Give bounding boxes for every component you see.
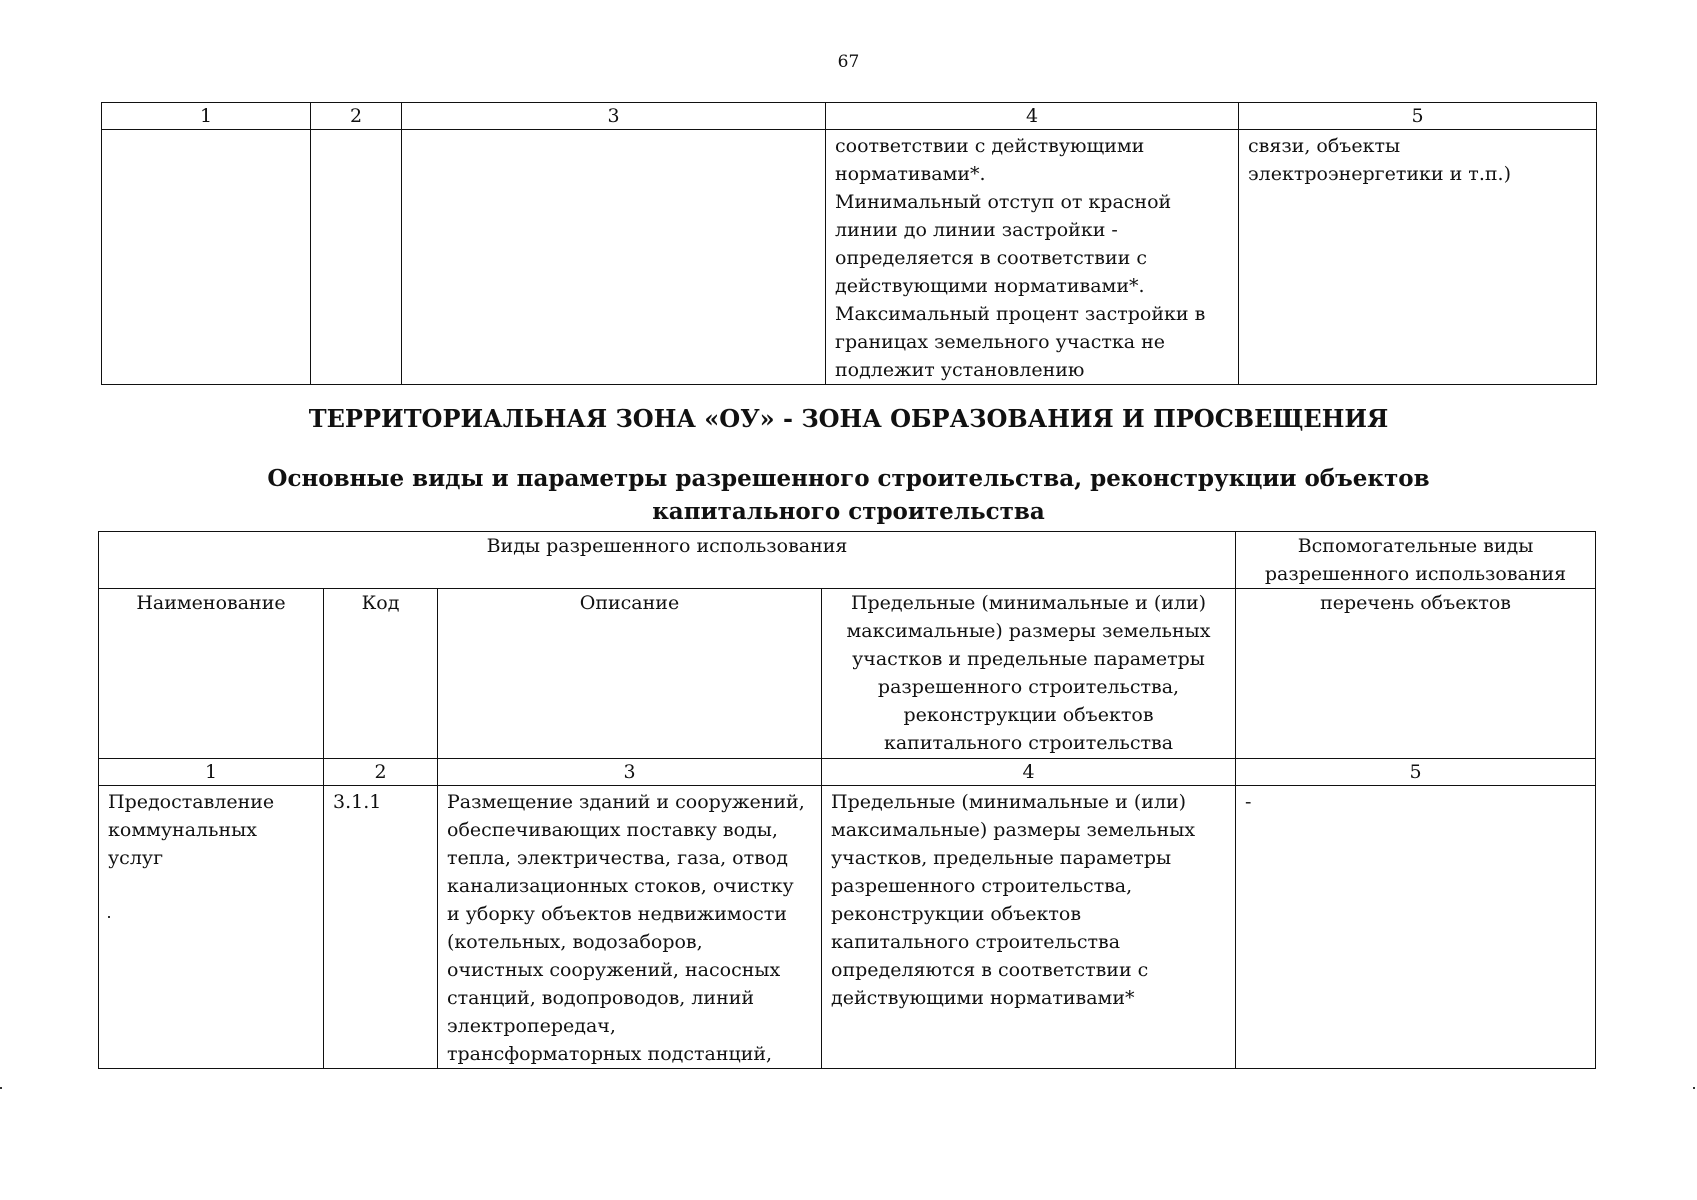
column-number-row (102, 103, 1597, 130)
cell-col3 (402, 130, 826, 385)
header-objects: перечень объектов (1236, 589, 1596, 759)
col-number: 1 (99, 759, 324, 786)
text-line: коммунальных (108, 819, 257, 841)
text-line: соответствии с действующими (835, 135, 1145, 157)
text-line: максимальные) размеры земельных (846, 620, 1211, 642)
cell-name (99, 786, 324, 1069)
text-line: электроэнергетики и т.п.) (1248, 163, 1511, 185)
header-name: Наименование (99, 589, 324, 759)
cell-objects: - (1236, 786, 1596, 1069)
text-line: капитального строительства (831, 931, 1121, 953)
text-line: реконструкции объектов (903, 704, 1154, 726)
permitted-uses-table (98, 531, 1596, 1069)
text-line: капитального строительства (883, 732, 1174, 754)
col-number: 3 (402, 103, 826, 130)
text-line: действующими нормативами*. (835, 275, 1145, 297)
text-line: связи, объекты (1248, 135, 1401, 157)
text-line: границах земельного участка не (835, 331, 1166, 353)
column-number-row (99, 759, 1596, 786)
table-row (102, 130, 1597, 385)
col-number: 4 (826, 103, 1239, 130)
cell-col4-params (826, 130, 1239, 385)
text-line: подлежит установлению (835, 359, 1085, 381)
text-line: линии до линии застройки - (835, 219, 1118, 241)
text-line: определяются в соответствии с (831, 959, 1149, 981)
cell-col1 (102, 130, 311, 385)
continuation-table (101, 102, 1597, 385)
group-header-row (99, 532, 1596, 589)
text-line: Предельные (минимальные и (или) (850, 592, 1207, 614)
text-line: электропередач, (447, 1015, 616, 1037)
col-number: 5 (1239, 103, 1597, 130)
text-line: разрешенного строительства, (877, 676, 1180, 698)
text-line: участков и предельные параметры (852, 648, 1205, 670)
col-number: 2 (311, 103, 402, 130)
text-line: канализационных стоков, очистку (447, 875, 794, 897)
text-line: станций, водопроводов, линий (447, 987, 755, 1009)
column-header-row (99, 589, 1596, 759)
text-line: разрешенного строительства, (831, 875, 1133, 897)
scan-speck (108, 916, 110, 918)
text-line: максимальные) размеры земельных (831, 819, 1196, 841)
text-line: услуг (108, 847, 164, 869)
text-line: (котельных, водозаборов, (447, 931, 703, 953)
scan-speck (0, 1087, 2, 1089)
text-line: участков, предельные параметры (831, 847, 1172, 869)
text-line: разрешенного использования (1264, 563, 1567, 585)
text-line: тепла, электричества, газа, отвод (447, 847, 788, 869)
header-code: Код (324, 589, 438, 759)
text-line: трансформаторных подстанций, (447, 1043, 773, 1065)
zone-title: ТЕРРИТОРИАЛЬНАЯ ЗОНА «ОУ» - ЗОНА ОБРАЗОВАНИЯ И ПРОСВЕЩЕНИЯ (308, 404, 1389, 433)
cell-description (438, 786, 822, 1069)
header-description: Описание (438, 589, 822, 759)
page-number: 67 (837, 52, 860, 72)
text-line: очистных сооружений, насосных (447, 959, 781, 981)
text-line: и уборку объектов недвижимости (447, 903, 787, 925)
cell-col2 (311, 130, 402, 385)
text-line: нормативами*. (835, 163, 986, 185)
text-line: действующими нормативами* (831, 987, 1135, 1009)
cell-limits (822, 786, 1236, 1069)
section-title: Основные виды и параметры разрешенного строительства, реконструкции объектов капитального строительства (267, 465, 1430, 525)
group-header-main: Виды разрешенного использования (99, 532, 1236, 589)
cell-code: 3.1.1 (324, 786, 438, 1069)
text-line: обеспечивающих поставку воды, (447, 819, 778, 841)
col-number: 3 (438, 759, 822, 786)
cell-col5-objects (1239, 130, 1597, 385)
text-line: Вспомогательные виды (1297, 535, 1534, 557)
scan-speck (1693, 1087, 1695, 1089)
text-line: определяется в соответствии с (835, 247, 1148, 269)
text-line: реконструкции объектов (831, 903, 1082, 925)
text-line: Предельные (минимальные и (или) (831, 791, 1187, 813)
text-line: Предоставление (108, 791, 275, 813)
group-header-aux (1236, 532, 1596, 589)
header-limits (822, 589, 1236, 759)
col-number: 2 (324, 759, 438, 786)
text-line: Минимальный отступ от красной (835, 191, 1172, 213)
col-number: 5 (1236, 759, 1596, 786)
col-number: 4 (822, 759, 1236, 786)
text-line: Размещение зданий и сооружений, (447, 791, 805, 813)
table-row (99, 786, 1596, 1069)
col-number: 1 (102, 103, 311, 130)
text-line: Максимальный процент застройки в (835, 303, 1206, 325)
